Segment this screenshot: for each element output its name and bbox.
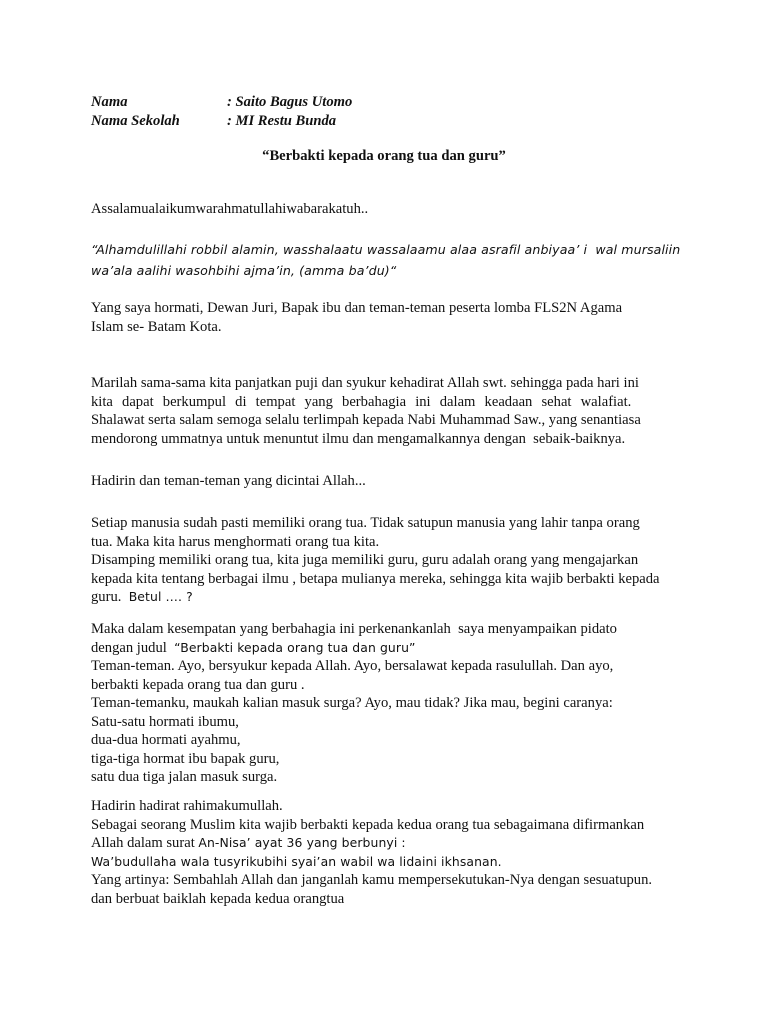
line-segment: Betul …. ? — [128, 589, 193, 604]
paragraph-line: Setiap manusia sudah pasti memiliki orang tua. Tidak satupun manusia yang lahir tanpa orang — [91, 515, 640, 531]
paragraph-line: dan berbuat baiklah kepada kedua orangtua — [91, 890, 345, 907]
paragraph-line: satu dua tiga jalan masuk surga. — [91, 769, 278, 785]
identity-block — [91, 93, 352, 131]
paragraph-line: Yang saya hormati, Dewan Juri, Bapak ibu dan teman-teman peserta lomba FLS2N Agama — [91, 300, 623, 316]
hadirin-hadirat-paragraph — [91, 797, 691, 908]
greeting-text: Assalamualaikumwarahmatullahiwabarakatuh.. — [91, 201, 369, 217]
paragraph-line: Yang artinya: Sembahlah Allah dan janganlah kamu mempersekutukan-Nya dengan sesuatupun. — [91, 872, 653, 888]
school-label: Nama Sekolah — [91, 113, 180, 129]
paragraph-line: kepada kita tentang berbagai ilmu , betapa mulianya mereka, sehingga kita wajib berbakti kepada — [91, 570, 660, 587]
paragraph-line: Teman-teman. Ayo, bersyukur kepada Allah. Ayo, bersalawat kepada rasulullah. Dan ayo, — [91, 658, 614, 674]
opening-prayer — [91, 239, 691, 281]
line-segment: guru. — [91, 589, 129, 605]
paragraph-line: Hadirin hadirat rahimakumullah. — [91, 798, 283, 814]
name-row — [91, 93, 352, 112]
school-row — [91, 112, 352, 131]
respect-paragraph — [91, 299, 691, 336]
paragraph-line: Disamping memiliki orang tua, kita juga memiliki guru, guru adalah orang yang mengajarkan — [91, 552, 639, 568]
hadirin-paragraph — [91, 472, 691, 491]
paragraph-line: Satu-satu hormati ibumu, — [91, 713, 239, 730]
paragraph-line: mendorong ummatnya untuk menuntut ilmu dan mengamalkannya dengan sebaik-baiknya. — [91, 430, 626, 447]
paragraph-line: Teman-temanku, maukah kalian masuk surga? Ayo, mau tidak? Jika mau, begini caranya: — [91, 695, 613, 711]
name-label: Nama — [91, 94, 128, 110]
speech-title: “Berbakti kepada orang tua dan guru” — [262, 148, 506, 164]
setiap-paragraph — [91, 514, 691, 607]
paragraph-line: tua. Maka kita harus menghormati orang tua kita. — [91, 533, 380, 550]
name-value: : Saito Bagus Utomo — [227, 94, 353, 110]
school-value: : MI Restu Bunda — [227, 113, 337, 129]
paragraph-line: Hadirin dan teman-teman yang dicintai Allah... — [91, 473, 366, 489]
paragraph-line — [91, 834, 691, 853]
line-segment: dengan judul — [91, 639, 175, 656]
paragraph-line — [91, 639, 691, 658]
paragraph-line: tiga-tiga hormat ibu bapak guru, — [91, 750, 280, 767]
line-segment: “Berbakti kepada orang tua dan guru” — [174, 639, 416, 655]
paragraph-line — [91, 588, 691, 607]
paragraph-line: berbakti kepada orang tua dan guru . — [91, 676, 305, 693]
paragraph-line: Wa’budullaha wala tusyrikubihi syai’an wabil wa lidaini ikhsanan. — [91, 853, 502, 869]
line-segment: Allah dalam surat — [91, 835, 199, 851]
marilah-paragraph — [91, 374, 691, 448]
line-segment: An-Nisa’ ayat 36 yang berbunyi : — [198, 835, 406, 850]
paragraph-line: dua-dua hormati ayahmu, — [91, 732, 241, 748]
paragraph-line: Islam se- Batam Kota. — [91, 318, 222, 335]
paragraph-line: Maka dalam kesempatan yang berbahagia ini perkenankanlah saya menyampaikan pidato — [91, 621, 617, 637]
paragraph-line: Shalawat serta salam semoga selalu terlimpah kepada Nabi Muhammad Saw., yang senantiasa — [91, 412, 641, 428]
paragraph-line: kita dapat berkumpul di tempat yang berbahagia ini dalam keadaan sehat walafiat. — [91, 393, 632, 410]
paragraph-line: Marilah sama-sama kita panjatkan puji dan syukur kehadirat Allah swt. sehingga pada hari ini — [91, 375, 639, 391]
opening-prayer-line: wa’ala aalihi wasohbihi ajma’in, (amma ba’du)“ — [91, 263, 397, 278]
maka-paragraph — [91, 620, 691, 787]
paragraph-line: Sebagai seorang Muslim kita wajib berbakti kepada kedua orang tua sebagaimana difirmankan — [91, 816, 645, 833]
opening-prayer-line: “Alhamdulillahi robbil alamin, wasshalaatu wassalaamu alaa asrafil anbiyaa’ i wal mursaliin — [91, 242, 681, 257]
greeting — [91, 200, 691, 219]
